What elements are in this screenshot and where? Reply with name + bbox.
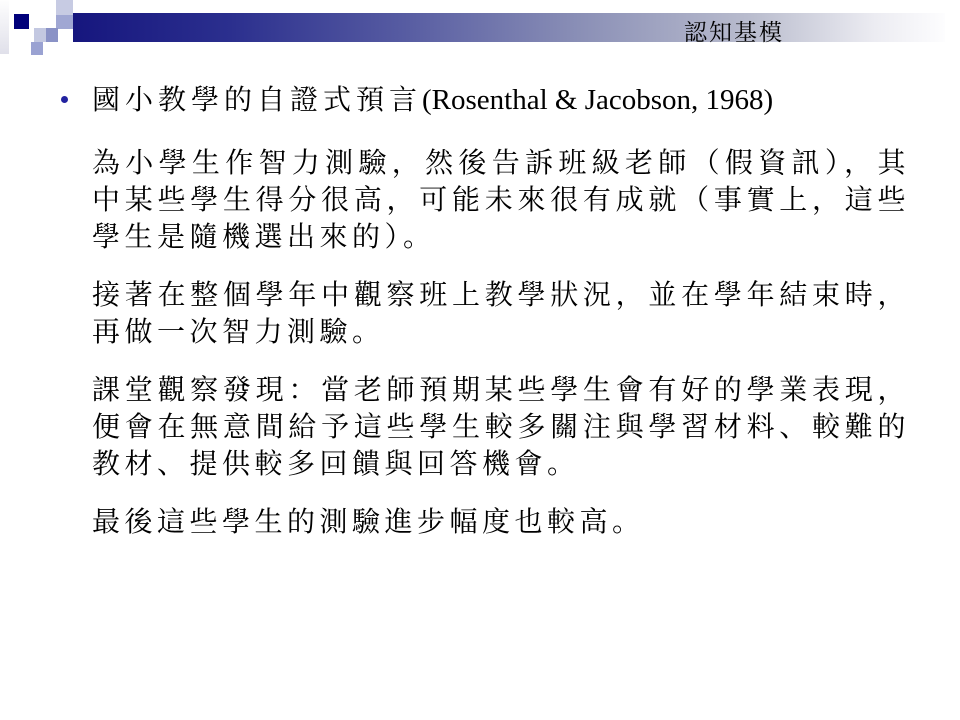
decor-square-medium-bottom bbox=[31, 42, 43, 55]
paragraph-conclusion: 最後這些學生的測驗進步幅度也較高。 bbox=[92, 507, 645, 538]
bullet-text-zh: 國小教學的自證式預言 bbox=[92, 85, 423, 116]
slide-body bbox=[92, 82, 910, 541]
paragraph-experiment-setup: 為小學生作智力測驗，然後告訴班級老師（假資訊），其中某些學生得分很高，可能未來很有成就（事實上，這些學生是隨機選出來的）。 bbox=[92, 148, 910, 253]
decor-square-medium-top bbox=[56, 15, 73, 29]
header-gradient-bar bbox=[73, 13, 945, 42]
slide-title: 認知基模 bbox=[684, 20, 784, 45]
decor-square-navy bbox=[14, 14, 29, 29]
decor-square-pale-top bbox=[56, 0, 73, 15]
bullet-item bbox=[92, 82, 910, 123]
paragraph-classroom-findings: 課堂觀察發現：當老師預期某些學生會有好的學業表現，便會在無意間給予這些學生較多關注與學習材料、較難的教材、提供較多回饋與回答機會。 bbox=[92, 375, 910, 480]
bullet-text-en: (Rosenthal & Jacobson, 1968) bbox=[422, 84, 774, 116]
decor-square-medium-mid bbox=[46, 28, 58, 42]
decor-square-pale-mid bbox=[34, 28, 46, 42]
left-edge-gradient-strip bbox=[0, 0, 9, 54]
bullet-icon bbox=[61, 96, 68, 103]
paragraph-observation-period: 接著在整個學年中觀察班上教學狀況，並在學年結束時，再做一次智力測驗。 bbox=[92, 280, 910, 348]
